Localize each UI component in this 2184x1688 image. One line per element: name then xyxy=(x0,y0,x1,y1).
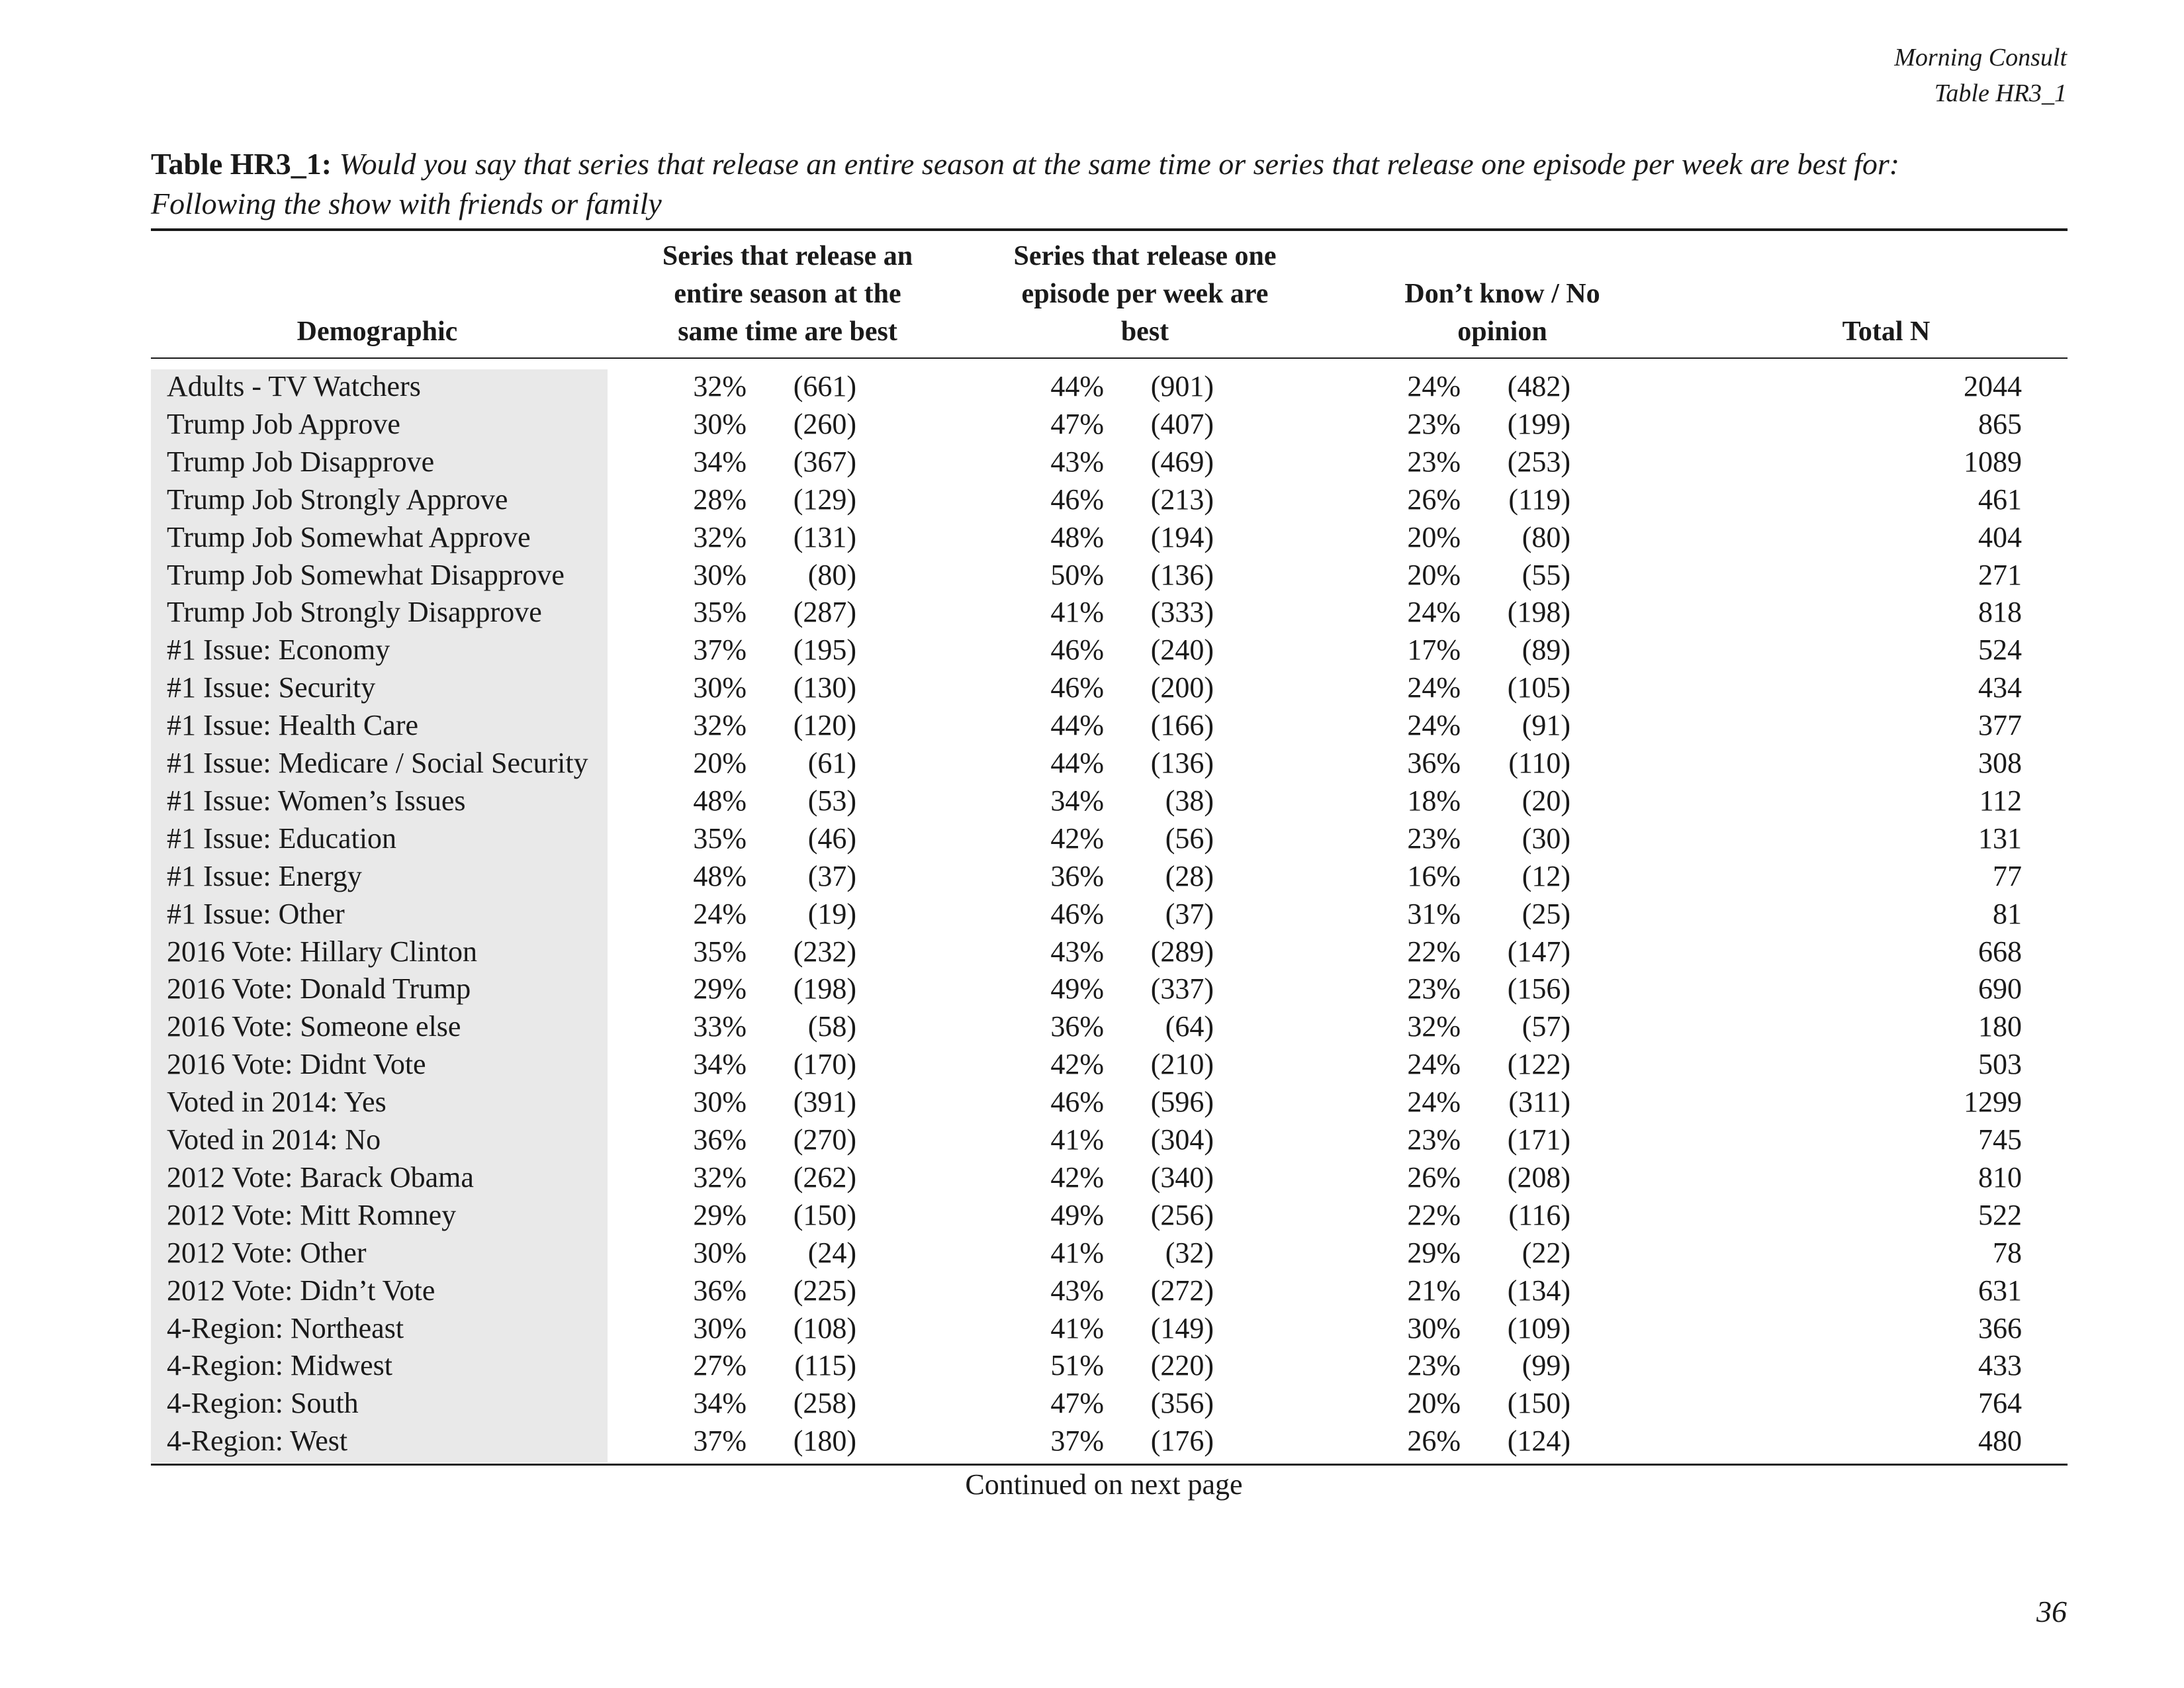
demographic-label: Trump Job Somewhat Disapprove xyxy=(167,558,565,591)
dont-know-percent: 36% xyxy=(1407,747,1461,779)
entire-season-count: (61) xyxy=(807,747,856,779)
dont-know-count: (150) xyxy=(1507,1387,1570,1420)
total-n-value: 404 xyxy=(1978,520,2022,553)
dont-know-percent: 23% xyxy=(1407,1123,1461,1156)
dont-know-count: (109) xyxy=(1507,1311,1570,1344)
entire-season-count: (53) xyxy=(807,784,856,817)
total-n-value: 461 xyxy=(1978,483,2022,516)
demographic-label: 4-Region: West xyxy=(167,1425,348,1458)
one-episode-percent: 46% xyxy=(1050,897,1104,930)
header-table-id: Table HR3_1 xyxy=(1934,79,2067,107)
dont-know-percent: 26% xyxy=(1407,1425,1461,1458)
one-episode-percent: 49% xyxy=(1050,1198,1104,1231)
demographic-label: #1 Issue: Health Care xyxy=(167,709,418,742)
table-row xyxy=(0,443,2184,481)
one-episode-count: (304) xyxy=(1150,1123,1214,1156)
total-n-value: 1299 xyxy=(1964,1086,2022,1119)
table-row xyxy=(0,933,2184,970)
entire-season-percent: 32% xyxy=(693,520,747,553)
entire-season-count: (225) xyxy=(793,1274,856,1307)
entire-season-count: (108) xyxy=(793,1311,856,1344)
one-episode-count: (136) xyxy=(1150,558,1214,591)
table-row xyxy=(0,556,2184,594)
entire-season-count: (258) xyxy=(793,1387,856,1420)
one-episode-count: (407) xyxy=(1150,407,1214,440)
one-episode-count: (56) xyxy=(1165,821,1214,855)
entire-season-percent: 36% xyxy=(693,1274,747,1307)
one-episode-count: (32) xyxy=(1165,1236,1214,1269)
dont-know-percent: 23% xyxy=(1407,445,1461,478)
entire-season-percent: 27% xyxy=(693,1349,747,1382)
one-episode-count: (37) xyxy=(1165,897,1214,930)
table-row xyxy=(0,1008,2184,1045)
entire-season-percent: 33% xyxy=(693,1010,747,1043)
one-episode-percent: 46% xyxy=(1050,633,1104,667)
one-episode-count: (64) xyxy=(1165,1010,1214,1043)
total-n-value: 78 xyxy=(1993,1236,2022,1269)
one-episode-count: (240) xyxy=(1150,633,1214,667)
column-header-line: same time are best xyxy=(678,316,897,347)
one-episode-count: (469) xyxy=(1150,445,1214,478)
one-episode-percent: 46% xyxy=(1050,671,1104,704)
page-number: 36 xyxy=(2036,1595,2067,1628)
one-episode-count: (356) xyxy=(1150,1387,1214,1420)
one-episode-percent: 41% xyxy=(1050,1311,1104,1344)
demographic-label: #1 Issue: Security xyxy=(167,671,376,704)
entire-season-percent: 37% xyxy=(693,633,747,667)
column-header-demographic: Demographic xyxy=(296,316,458,347)
total-n-value: 2044 xyxy=(1964,370,2022,402)
dont-know-count: (105) xyxy=(1507,671,1570,704)
entire-season-percent: 37% xyxy=(693,1425,747,1458)
top-rule xyxy=(151,228,2068,231)
total-n-value: 1089 xyxy=(1964,445,2022,478)
one-episode-count: (210) xyxy=(1150,1048,1214,1081)
column-header-line: Don’t know / No xyxy=(1404,279,1600,309)
entire-season-percent: 32% xyxy=(693,709,747,742)
one-episode-count: (136) xyxy=(1150,747,1214,779)
table-row xyxy=(0,1272,2184,1309)
one-episode-count: (289) xyxy=(1150,935,1214,968)
table-row xyxy=(0,669,2184,706)
entire-season-count: (287) xyxy=(793,596,856,629)
table-row xyxy=(0,518,2184,556)
entire-season-percent: 34% xyxy=(693,1387,747,1420)
demographic-label: #1 Issue: Women’s Issues xyxy=(167,784,466,817)
dont-know-count: (311) xyxy=(1508,1086,1570,1119)
one-episode-count: (333) xyxy=(1150,596,1214,629)
table-row xyxy=(0,1346,2184,1384)
table-row xyxy=(0,1234,2184,1272)
total-n-value: 434 xyxy=(1978,671,2022,704)
demographic-label: #1 Issue: Energy xyxy=(167,859,362,892)
dont-know-percent: 16% xyxy=(1407,859,1461,892)
header-rule xyxy=(151,357,2068,359)
demographic-label: #1 Issue: Other xyxy=(167,897,345,930)
dont-know-percent: 22% xyxy=(1407,1198,1461,1231)
entire-season-count: (24) xyxy=(807,1236,856,1269)
entire-season-percent: 36% xyxy=(693,1123,747,1156)
column-header-line: Series that release one xyxy=(1013,241,1277,271)
column-header-line: entire season at the xyxy=(674,279,901,309)
one-episode-count: (220) xyxy=(1150,1349,1214,1382)
one-episode-percent: 49% xyxy=(1050,972,1104,1006)
dont-know-percent: 29% xyxy=(1407,1236,1461,1269)
demographic-label: 2016 Vote: Didnt Vote xyxy=(167,1048,426,1081)
one-episode-percent: 41% xyxy=(1050,1236,1104,1269)
dont-know-count: (55) xyxy=(1522,558,1570,591)
total-n-value: 308 xyxy=(1978,747,2022,779)
dont-know-count: (482) xyxy=(1507,370,1570,402)
one-episode-count: (166) xyxy=(1150,709,1214,742)
dont-know-percent: 18% xyxy=(1407,784,1461,817)
one-episode-count: (337) xyxy=(1150,972,1214,1006)
entire-season-percent: 32% xyxy=(693,1160,747,1194)
dont-know-percent: 23% xyxy=(1407,972,1461,1006)
dont-know-percent: 24% xyxy=(1407,1086,1461,1119)
table-question: Would you say that series that release an entire season at the same time or series that release one episode per week are best for: xyxy=(339,147,1900,181)
dont-know-count: (134) xyxy=(1507,1274,1570,1307)
column-header-dont-know xyxy=(1343,275,1661,351)
one-episode-percent: 44% xyxy=(1050,709,1104,742)
table-row xyxy=(0,1309,2184,1347)
table-row xyxy=(0,857,2184,895)
entire-season-percent: 20% xyxy=(693,747,747,779)
one-episode-percent: 41% xyxy=(1050,596,1104,629)
table-row xyxy=(0,970,2184,1008)
total-n-value: 745 xyxy=(1978,1123,2022,1156)
total-n-value: 690 xyxy=(1978,972,2022,1006)
entire-season-percent: 24% xyxy=(693,897,747,930)
total-n-value: 865 xyxy=(1978,407,2022,440)
column-header-line: best xyxy=(1120,316,1169,347)
one-episode-count: (200) xyxy=(1150,671,1214,704)
entire-season-percent: 30% xyxy=(693,1086,747,1119)
dont-know-count: (122) xyxy=(1507,1048,1570,1081)
total-n-value: 377 xyxy=(1978,709,2022,742)
one-episode-percent: 42% xyxy=(1050,821,1104,855)
entire-season-count: (195) xyxy=(793,633,856,667)
dont-know-count: (124) xyxy=(1507,1425,1570,1458)
dont-know-percent: 32% xyxy=(1407,1010,1461,1043)
entire-season-count: (391) xyxy=(793,1086,856,1119)
dont-know-count: (199) xyxy=(1507,407,1570,440)
demographic-label: 4-Region: South xyxy=(167,1387,359,1420)
entire-season-percent: 30% xyxy=(693,407,747,440)
table-row xyxy=(0,1045,2184,1083)
demographic-label: 2016 Vote: Someone else xyxy=(167,1010,461,1043)
dont-know-count: (20) xyxy=(1522,784,1570,817)
table-label: Table HR3_1: xyxy=(151,147,332,181)
page-header xyxy=(1894,40,2067,111)
header-source: Morning Consult xyxy=(1894,44,2067,71)
one-episode-percent: 44% xyxy=(1050,747,1104,779)
demographic-label: #1 Issue: Economy xyxy=(167,633,390,667)
one-episode-count: (340) xyxy=(1150,1160,1214,1194)
dont-know-percent: 23% xyxy=(1407,407,1461,440)
entire-season-percent: 34% xyxy=(693,1048,747,1081)
entire-season-percent: 30% xyxy=(693,671,747,704)
one-episode-percent: 42% xyxy=(1050,1160,1104,1194)
entire-season-count: (46) xyxy=(807,821,856,855)
demographic-label: Voted in 2014: Yes xyxy=(167,1086,387,1119)
dont-know-percent: 24% xyxy=(1407,370,1461,402)
continued-note: Continued on next page xyxy=(965,1468,1243,1501)
dont-know-count: (91) xyxy=(1522,709,1570,742)
dont-know-count: (80) xyxy=(1522,520,1570,553)
dont-know-count: (171) xyxy=(1507,1123,1570,1156)
one-episode-percent: 44% xyxy=(1050,370,1104,402)
one-episode-count: (149) xyxy=(1150,1311,1214,1344)
entire-season-percent: 30% xyxy=(693,1236,747,1269)
one-episode-count: (176) xyxy=(1150,1425,1214,1458)
dont-know-percent: 24% xyxy=(1407,1048,1461,1081)
total-n-value: 524 xyxy=(1978,633,2022,667)
total-n-value: 480 xyxy=(1978,1425,2022,1458)
one-episode-percent: 34% xyxy=(1050,784,1104,817)
one-episode-percent: 51% xyxy=(1050,1349,1104,1382)
entire-season-count: (150) xyxy=(793,1198,856,1231)
total-n-value: 818 xyxy=(1978,596,2022,629)
table-row xyxy=(0,820,2184,857)
dont-know-count: (12) xyxy=(1522,859,1570,892)
dont-know-percent: 26% xyxy=(1407,1160,1461,1194)
total-n-value: 522 xyxy=(1978,1198,2022,1231)
one-episode-count: (596) xyxy=(1150,1086,1214,1119)
table-row xyxy=(0,1384,2184,1422)
one-episode-percent: 46% xyxy=(1050,483,1104,516)
one-episode-percent: 42% xyxy=(1050,1048,1104,1081)
demographic-label: #1 Issue: Medicare / Social Security xyxy=(167,747,588,779)
entire-season-count: (130) xyxy=(793,671,856,704)
dont-know-percent: 23% xyxy=(1407,821,1461,855)
total-n-value: 503 xyxy=(1978,1048,2022,1081)
one-episode-count: (38) xyxy=(1165,784,1214,817)
column-header-line: Series that release an xyxy=(662,241,913,271)
entire-season-percent: 30% xyxy=(693,1311,747,1344)
dont-know-percent: 21% xyxy=(1407,1274,1461,1307)
demographic-label: Trump Job Strongly Disapprove xyxy=(167,596,542,629)
table-question-subject: Following the show with friends or family xyxy=(151,187,662,220)
one-episode-percent: 36% xyxy=(1050,1010,1104,1043)
total-n-value: 112 xyxy=(1979,784,2022,817)
entire-season-count: (367) xyxy=(793,445,856,478)
total-n-value: 764 xyxy=(1978,1387,2022,1420)
total-n-value: 366 xyxy=(1978,1311,2022,1344)
dont-know-count: (30) xyxy=(1522,821,1570,855)
entire-season-count: (80) xyxy=(807,558,856,591)
table-row xyxy=(0,1158,2184,1196)
one-episode-count: (901) xyxy=(1150,370,1214,402)
entire-season-count: (58) xyxy=(807,1010,856,1043)
dont-know-percent: 24% xyxy=(1407,671,1461,704)
entire-season-percent: 34% xyxy=(693,445,747,478)
table-row xyxy=(0,367,2184,405)
table-row xyxy=(0,481,2184,518)
one-episode-count: (272) xyxy=(1150,1274,1214,1307)
one-episode-count: (256) xyxy=(1150,1198,1214,1231)
entire-season-count: (232) xyxy=(793,935,856,968)
table-row xyxy=(0,405,2184,443)
entire-season-count: (270) xyxy=(793,1123,856,1156)
entire-season-count: (198) xyxy=(793,972,856,1006)
entire-season-percent: 32% xyxy=(693,370,747,402)
entire-season-count: (120) xyxy=(793,709,856,742)
entire-season-count: (170) xyxy=(793,1048,856,1081)
dont-know-count: (22) xyxy=(1522,1236,1570,1269)
one-episode-count: (213) xyxy=(1150,483,1214,516)
entire-season-count: (37) xyxy=(807,859,856,892)
column-header-line: episode per week are xyxy=(1021,279,1269,309)
entire-season-percent: 30% xyxy=(693,558,747,591)
total-n-value: 631 xyxy=(1978,1274,2022,1307)
total-n-value: 810 xyxy=(1978,1160,2022,1194)
demographic-label: Trump Job Somewhat Approve xyxy=(167,520,531,553)
table-row xyxy=(0,1121,2184,1158)
table-title xyxy=(151,144,2057,224)
table-row xyxy=(0,744,2184,782)
table-row xyxy=(0,1083,2184,1121)
one-episode-percent: 41% xyxy=(1050,1123,1104,1156)
demographic-label: 2016 Vote: Donald Trump xyxy=(167,972,471,1006)
dont-know-percent: 20% xyxy=(1407,1387,1461,1420)
table-row xyxy=(0,631,2184,669)
table-row xyxy=(0,706,2184,744)
dont-know-percent: 26% xyxy=(1407,483,1461,516)
demographic-label: Trump Job Disapprove xyxy=(167,445,435,478)
entire-season-count: (129) xyxy=(793,483,856,516)
dont-know-percent: 23% xyxy=(1407,1349,1461,1382)
dont-know-percent: 22% xyxy=(1407,935,1461,968)
one-episode-count: (28) xyxy=(1165,859,1214,892)
column-header-total-n: Total N xyxy=(1842,316,1931,347)
column-header-line: opinion xyxy=(1457,316,1547,347)
demographic-label: Adults - TV Watchers xyxy=(167,370,421,402)
one-episode-percent: 47% xyxy=(1050,407,1104,440)
total-n-value: 131 xyxy=(1978,821,2022,855)
total-n-value: 180 xyxy=(1978,1010,2022,1043)
table-row xyxy=(0,782,2184,820)
entire-season-percent: 28% xyxy=(693,483,747,516)
dont-know-percent: 17% xyxy=(1407,633,1461,667)
entire-season-count: (131) xyxy=(793,520,856,553)
one-episode-percent: 47% xyxy=(1050,1387,1104,1420)
dont-know-count: (156) xyxy=(1507,972,1570,1006)
dont-know-count: (116) xyxy=(1508,1198,1570,1231)
entire-season-percent: 35% xyxy=(693,935,747,968)
entire-season-percent: 29% xyxy=(693,1198,747,1231)
table-row xyxy=(0,593,2184,631)
total-n-value: 271 xyxy=(1978,558,2022,591)
one-episode-percent: 43% xyxy=(1050,935,1104,968)
dont-know-count: (253) xyxy=(1507,445,1570,478)
dont-know-percent: 31% xyxy=(1407,897,1461,930)
entire-season-count: (115) xyxy=(794,1349,856,1382)
dont-know-count: (25) xyxy=(1522,897,1570,930)
entire-season-percent: 48% xyxy=(693,784,747,817)
demographic-label: 2012 Vote: Other xyxy=(167,1236,367,1269)
demographic-label: Trump Job Approve xyxy=(167,407,400,440)
entire-season-count: (262) xyxy=(793,1160,856,1194)
table-row xyxy=(0,895,2184,933)
one-episode-count: (194) xyxy=(1150,520,1214,553)
one-episode-percent: 43% xyxy=(1050,445,1104,478)
one-episode-percent: 46% xyxy=(1050,1086,1104,1119)
total-n-value: 77 xyxy=(1993,859,2022,892)
dont-know-count: (119) xyxy=(1508,483,1570,516)
total-n-value: 81 xyxy=(1993,897,2022,930)
dont-know-percent: 24% xyxy=(1407,596,1461,629)
one-episode-percent: 48% xyxy=(1050,520,1104,553)
demographic-label: 2012 Vote: Barack Obama xyxy=(167,1160,474,1194)
dont-know-count: (110) xyxy=(1508,747,1570,779)
one-episode-percent: 50% xyxy=(1050,558,1104,591)
one-episode-percent: 43% xyxy=(1050,1274,1104,1307)
entire-season-percent: 48% xyxy=(693,859,747,892)
dont-know-count: (57) xyxy=(1522,1010,1570,1043)
demographic-label: 4-Region: Northeast xyxy=(167,1311,404,1344)
total-n-value: 668 xyxy=(1978,935,2022,968)
demographic-label: 2012 Vote: Didn’t Vote xyxy=(167,1274,435,1307)
one-episode-percent: 36% xyxy=(1050,859,1104,892)
entire-season-count: (180) xyxy=(793,1425,856,1458)
entire-season-percent: 35% xyxy=(693,596,747,629)
dont-know-percent: 20% xyxy=(1407,520,1461,553)
entire-season-count: (19) xyxy=(807,897,856,930)
column-header-entire-season xyxy=(629,238,946,351)
demographic-label: 2012 Vote: Mitt Romney xyxy=(167,1198,457,1231)
demographic-label: Trump Job Strongly Approve xyxy=(167,483,508,516)
dont-know-count: (89) xyxy=(1522,633,1570,667)
entire-season-count: (260) xyxy=(793,407,856,440)
dont-know-count: (99) xyxy=(1522,1349,1570,1382)
table-row xyxy=(0,1196,2184,1234)
demographic-label: 2016 Vote: Hillary Clinton xyxy=(167,935,477,968)
dont-know-count: (147) xyxy=(1507,935,1570,968)
dont-know-percent: 24% xyxy=(1407,709,1461,742)
table-row xyxy=(0,1422,2184,1460)
entire-season-percent: 35% xyxy=(693,821,747,855)
entire-season-percent: 29% xyxy=(693,972,747,1006)
dont-know-count: (198) xyxy=(1507,596,1570,629)
demographic-label: Voted in 2014: No xyxy=(167,1123,381,1156)
total-n-value: 433 xyxy=(1978,1349,2022,1382)
dont-know-percent: 30% xyxy=(1407,1311,1461,1344)
entire-season-count: (661) xyxy=(793,370,856,402)
dont-know-count: (208) xyxy=(1507,1160,1570,1194)
demographic-label: 4-Region: Midwest xyxy=(167,1349,392,1382)
column-header-one-episode xyxy=(986,238,1304,351)
one-episode-percent: 37% xyxy=(1050,1425,1104,1458)
demographic-label: #1 Issue: Education xyxy=(167,821,397,855)
dont-know-percent: 20% xyxy=(1407,558,1461,591)
